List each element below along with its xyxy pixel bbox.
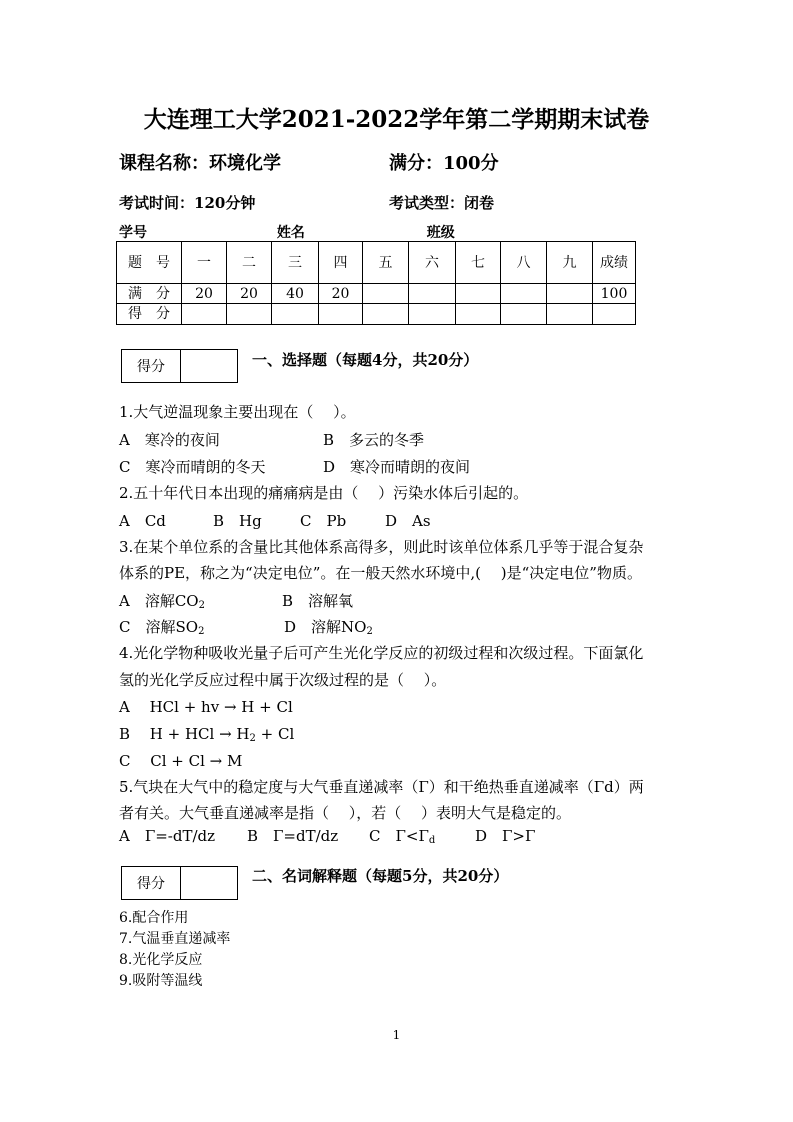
term-item: 6.配合作用 bbox=[119, 910, 189, 926]
row-label: 得 分 bbox=[117, 304, 182, 325]
full-score-row bbox=[117, 284, 636, 304]
q4-option-c: C Cl + Cl → M bbox=[119, 752, 243, 770]
q1-option-d: D 寒冷而晴朗的夜间 bbox=[323, 458, 471, 476]
header-cell: 一 bbox=[182, 242, 227, 284]
q5-option-c bbox=[369, 825, 435, 846]
q5-option-a: A Γ=-dT/dz bbox=[119, 827, 216, 845]
header-cell: 五 bbox=[363, 242, 409, 284]
q4-option-a: A HCl + hv → H + Cl bbox=[119, 698, 293, 716]
score-cell[interactable] bbox=[182, 304, 227, 325]
full-cell: 20 bbox=[227, 284, 272, 304]
full-cell: 40 bbox=[272, 284, 319, 304]
class-field[interactable] bbox=[455, 226, 540, 242]
q4-option-b bbox=[119, 723, 294, 744]
header-cell: 题 号 bbox=[117, 242, 182, 284]
exam-type-line bbox=[389, 192, 494, 213]
exam-type-value: 闭卷 bbox=[464, 194, 495, 212]
got-score-row bbox=[117, 304, 636, 325]
student-info-line bbox=[119, 222, 540, 242]
full-cell: 100 bbox=[593, 284, 636, 304]
full-cell bbox=[456, 284, 501, 304]
q5-option-c-text: C Γ<Γ bbox=[369, 827, 429, 845]
header-cell: 三 bbox=[272, 242, 319, 284]
score-box-label: 得分 bbox=[122, 867, 181, 899]
score-table bbox=[116, 241, 636, 325]
score-box-label: 得分 bbox=[122, 350, 181, 382]
full-cell bbox=[363, 284, 409, 304]
section1-score-box bbox=[121, 349, 238, 383]
q2-option-a: A Cd bbox=[119, 512, 166, 530]
q4-stem-line2: 氢的光化学反应过程中属于次级过程的是（ ）。 bbox=[119, 671, 447, 689]
full-cell: 20 bbox=[319, 284, 363, 304]
q3-option-c bbox=[119, 616, 204, 637]
q5-option-c-sub: d bbox=[428, 835, 436, 846]
score-cell[interactable] bbox=[227, 304, 272, 325]
header-cell: 九 bbox=[547, 242, 593, 284]
score-box-value[interactable] bbox=[181, 350, 237, 382]
student-name-label: 姓名 bbox=[276, 225, 305, 241]
exam-time-label: 考试时间： bbox=[119, 194, 195, 212]
q5-option-d: D Γ>Γ bbox=[475, 827, 536, 845]
score-cell[interactable] bbox=[319, 304, 363, 325]
header-cell: 二 bbox=[227, 242, 272, 284]
q3-option-d bbox=[284, 616, 373, 637]
exam-type-label: 考试类型： bbox=[389, 194, 465, 212]
header-cell: 八 bbox=[501, 242, 547, 284]
score-box-value[interactable] bbox=[181, 867, 237, 899]
score-cell[interactable] bbox=[363, 304, 409, 325]
q5-stem-line2: 者有关。大气垂直递减率是指（ ），若（ ）表明大气是稳定的。 bbox=[119, 804, 572, 822]
header-cell: 六 bbox=[409, 242, 456, 284]
q3-option-c-sub: 2 bbox=[198, 626, 205, 637]
score-cell[interactable] bbox=[409, 304, 456, 325]
q2-option-b: B Hg bbox=[213, 512, 262, 530]
exam-time-value: 120分钟 bbox=[194, 194, 256, 212]
class-label: 班级 bbox=[426, 225, 455, 241]
page-number: 1 bbox=[392, 1028, 401, 1042]
full-score-value: 100分 bbox=[443, 153, 499, 174]
q3-option-b: B 溶解氧 bbox=[282, 592, 354, 610]
full-cell bbox=[547, 284, 593, 304]
section2-title: 二、名词解释题（每题5分，共20分） bbox=[252, 867, 509, 885]
q3-option-a-sub: 2 bbox=[198, 600, 205, 611]
score-cell[interactable] bbox=[501, 304, 547, 325]
q4-stem-line1: 4.光化学物种吸收光量子后可产生光化学反应的初级过程和次级过程。下面氯化 bbox=[119, 644, 644, 662]
q1-option-c: C 寒冷而晴朗的冬天 bbox=[119, 458, 266, 476]
q2-stem: 2.五十年代日本出现的痛痛病是由（ ）污染水体后引起的。 bbox=[119, 484, 529, 502]
score-cell[interactable] bbox=[456, 304, 501, 325]
header-cell-total: 成绩 bbox=[593, 242, 636, 284]
header-cell: 四 bbox=[319, 242, 363, 284]
q3-option-a-text: A 溶解CO bbox=[119, 592, 199, 610]
score-header-row bbox=[117, 242, 636, 284]
q3-option-d-text: D 溶解NO bbox=[284, 618, 367, 636]
header-cell: 七 bbox=[456, 242, 501, 284]
term-item: 9.吸附等温线 bbox=[119, 973, 203, 989]
q3-stem-line1: 3.在某个单位系的含量比其他体系高得多，则此时该单位体系几乎等于混合复杂 bbox=[119, 538, 644, 556]
student-id-label: 学号 bbox=[119, 225, 147, 241]
q3-stem-line2: 体系的PE，称之为“决定电位”。在一般天然水环境中,( )是“决定电位”物质。 bbox=[119, 564, 642, 582]
row-label: 满 分 bbox=[117, 284, 182, 304]
full-cell: 20 bbox=[182, 284, 227, 304]
q4-option-b-sub: 2 bbox=[249, 733, 256, 744]
q2-option-c: C Pb bbox=[300, 512, 347, 530]
q2-option-d: D As bbox=[385, 512, 431, 530]
course-line bbox=[119, 149, 281, 175]
q4-option-b-text: B H + HCl → H bbox=[119, 725, 250, 743]
q3-option-c-text: C 溶解SO bbox=[119, 618, 199, 636]
course-label: 课程名称： bbox=[119, 153, 209, 174]
term-item: 7.气温垂直递减率 bbox=[119, 931, 231, 947]
section1-title: 一、选择题（每题4分，共20分） bbox=[252, 351, 479, 369]
student-id-field[interactable] bbox=[147, 226, 244, 242]
score-cell[interactable] bbox=[547, 304, 593, 325]
score-cell[interactable] bbox=[272, 304, 319, 325]
q3-option-d-sub: 2 bbox=[366, 626, 373, 637]
score-cell[interactable] bbox=[593, 304, 636, 325]
q1-option-b: B 多云的冬季 bbox=[323, 431, 425, 449]
q1-stem: 1.大气逆温现象主要出现在（ ）。 bbox=[119, 403, 356, 421]
student-name-field[interactable] bbox=[305, 226, 392, 242]
q5-stem-line1: 5.气块在大气中的稳定度与大气垂直递减率（Γ）和干绝热垂直递减率（Γd）两 bbox=[119, 778, 644, 796]
q4-option-b-tail: + Cl bbox=[255, 725, 295, 743]
full-cell bbox=[409, 284, 456, 304]
term-item: 8.光化学反应 bbox=[119, 952, 203, 968]
full-cell bbox=[501, 284, 547, 304]
q3-option-a bbox=[119, 590, 205, 611]
exam-title: 大连理工大学2021-2022学年第二学期期末试卷 bbox=[143, 106, 650, 133]
full-score-label: 满分： bbox=[389, 153, 443, 174]
q5-option-b: B Γ=dT/dz bbox=[247, 827, 339, 845]
q1-option-a: A 寒冷的夜间 bbox=[119, 431, 220, 449]
section2-score-box bbox=[121, 866, 238, 900]
exam-time-line bbox=[119, 192, 255, 213]
full-score-line bbox=[389, 149, 499, 175]
course-value: 环境化学 bbox=[209, 153, 281, 174]
